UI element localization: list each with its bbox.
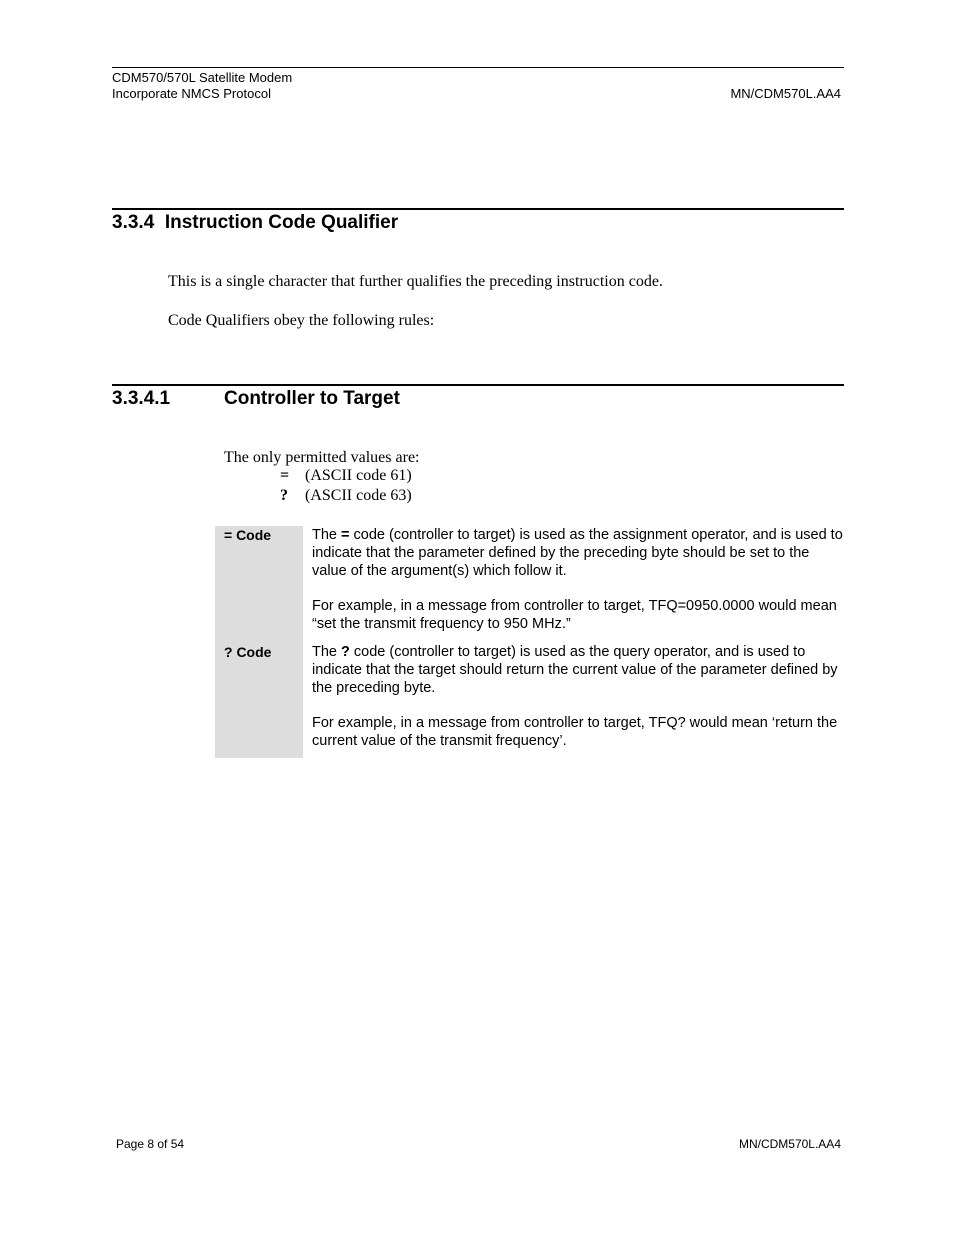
code-label-text: ? Code <box>224 644 272 660</box>
permitted-values-intro: The only permitted values are: <box>224 449 420 466</box>
code-label-text: = Code <box>224 527 272 543</box>
code-qualifier-table <box>215 526 845 758</box>
code-desc-question <box>303 643 845 750</box>
desc-text: code (controller to target) is used as the query operator, and is used to indicate that the target should return the current value of the parameter defined by the preceding byte. <box>312 644 838 696</box>
code-label-equals <box>215 526 303 633</box>
permitted-value-equals <box>280 466 412 486</box>
table-row <box>215 643 845 750</box>
desc-bold-symbol: = <box>341 527 350 543</box>
permitted-value-question <box>280 486 412 506</box>
value-symbol: = <box>280 467 290 484</box>
desc-text: The <box>312 527 342 543</box>
section-3341-title: Controller to Target <box>224 388 400 409</box>
desc-text: code (controller to target) is used as the assignment operator, and is used to indicate that the parameter defined by the preceding byte should be set to the value of the argument(s) which follow it. <box>312 527 843 579</box>
section-3341-rule <box>112 384 844 386</box>
value-desc: (ASCII code 63) <box>305 487 412 504</box>
footer-doc-id: MN/CDM570L.AA4 <box>738 1137 841 1151</box>
desc-bold-symbol: ? <box>341 644 350 660</box>
code-desc-para2: For example, in a message from controller to target, TFQ? would mean ‘return the current value of the transmit frequency’. <box>312 715 838 749</box>
desc-text: The <box>312 644 342 660</box>
table-row-spacer <box>215 750 845 758</box>
section-3341-number: 3.3.4.1 <box>112 388 171 409</box>
code-desc-para2: For example, in a message from controller to target, TFQ=0950.0000 would mean “set the transmit frequency to 950 MHz.” <box>312 598 837 632</box>
code-desc-para1 <box>312 643 845 697</box>
header-title-line2: Incorporate NMCS Protocol <box>112 86 271 101</box>
header-doc-id: MN/CDM570L.AA4 <box>730 86 841 101</box>
section-334-para1: This is a single character that further qualifies the preceding instruction code. <box>168 273 663 290</box>
footer-page-number: Page 8 of 54 <box>116 1137 185 1151</box>
code-label-question <box>215 643 303 750</box>
code-desc-para1 <box>312 526 845 580</box>
value-desc: (ASCII code 61) <box>305 467 412 484</box>
header-title-line1: CDM570/570L Satellite Modem <box>112 70 293 85</box>
section-334-heading: 3.3.4 Instruction Code Qualifier <box>112 212 399 233</box>
table-row <box>215 526 845 633</box>
section-334-rule <box>112 208 844 210</box>
section-334-para2: Code Qualifiers obey the following rules: <box>168 312 435 329</box>
value-symbol: ? <box>280 487 288 504</box>
header-rule <box>112 67 844 68</box>
code-desc-equals <box>303 526 845 633</box>
table-row-spacer <box>215 633 845 643</box>
